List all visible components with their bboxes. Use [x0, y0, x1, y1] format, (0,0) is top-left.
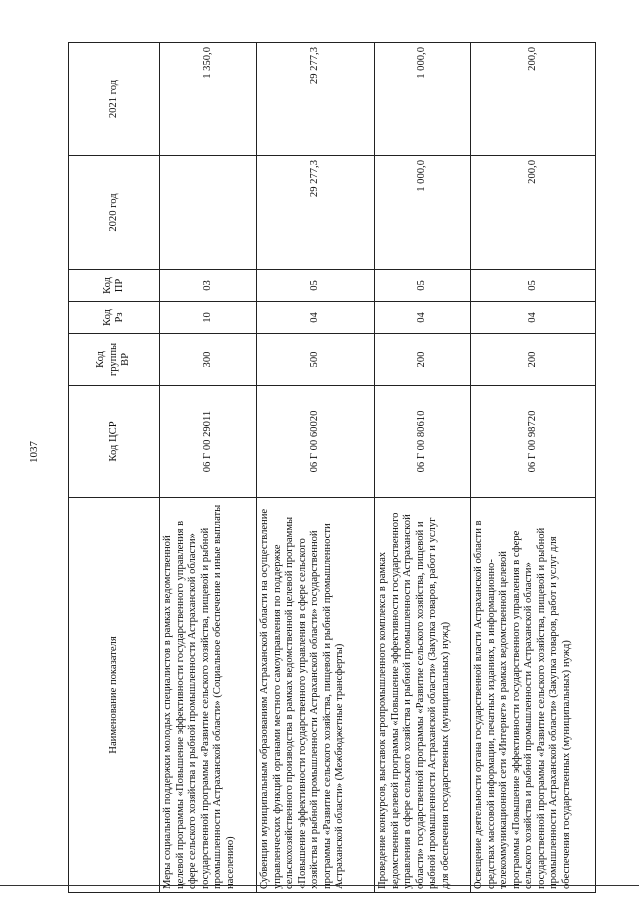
table-row [471, 43, 596, 893]
header-vr: Код группы ВР [69, 334, 160, 386]
row-2021: 1 000,0 [375, 43, 471, 156]
row-2020: 200,0 [471, 156, 596, 270]
row-csr: 06 Г 00 80610 [375, 386, 471, 498]
table-row [257, 43, 375, 893]
header-2020: 2020 год [69, 156, 160, 270]
row-2021: 29 277,3 [257, 43, 375, 156]
header-name: Наименование показателя [69, 498, 160, 893]
table-row [160, 43, 257, 893]
row-2020: 1 000,0 [375, 156, 471, 270]
row-pr: 05 [257, 270, 375, 302]
row-vr: 200 [471, 334, 596, 386]
row-2020 [160, 156, 257, 270]
row-name: Освещение деятельности органа государственной власти Астраханской области в средствах массовой информации, печатных изданиях, в информационно-телекоммуникационной сети «Интернет» в рамках ведомственной целевой программы «Повышение эффективности государственного управления в сфере сельского хозяйства и рыбной промышленности Астраханской области» государственной программы «Развитие сельского хозяйства, пищевой и рыбной промышленности Астраханской области» (Закупка товаров, работ и услуг для обеспечения государственных (муниципальных) нужд) [471, 498, 596, 893]
row-pr: 05 [471, 270, 596, 302]
row-rz: 04 [257, 302, 375, 334]
row-vr: 300 [160, 334, 257, 386]
header-pr: Код ПР [69, 270, 160, 302]
row-rz: 10 [160, 302, 257, 334]
row-2021: 200,0 [471, 43, 596, 156]
row-csr: 06 Г 00 29011 [160, 386, 257, 498]
row-name: Меры социальной поддержки молодых специалистов в рамках ведомственной целевой программы «Повышение эффективности государственного управления в сфере сельского хозяйства и рыбной промышленности Астраханской области» государственной программы «Развитие сельского хозяйства, пищевой и рыбной промышленности Астраханской области» (Социальное обеспечение и иные выплаты населению) [160, 498, 257, 893]
row-pr: 05 [375, 270, 471, 302]
row-csr: 06 Г 00 60020 [257, 386, 375, 498]
row-pr: 03 [160, 270, 257, 302]
row-vr: 200 [375, 334, 471, 386]
table-row [375, 43, 471, 893]
row-name: Субвенции муниципальным образованиям Астраханской области на осуществление управленческих функций органами местного самоуправления по поддержке сельскохозяйственного производства в рамках ведомственной целевой программы «Повышение эффективности государственного управления в сфере сельского хозяйства и рыбной промышленности Астраханской области» государственной программы «Развитие сельского хозяйства, пищевой и рыбной промышленности Астраханской области» (Межбюджетные трансферты) [257, 498, 375, 893]
header-2021: 2021 год [69, 43, 160, 156]
row-rz: 04 [375, 302, 471, 334]
row-vr: 500 [257, 334, 375, 386]
budget-table [68, 42, 596, 893]
row-rz: 04 [471, 302, 596, 334]
header-csr: Код ЦСР [69, 386, 160, 498]
table-header-row [69, 43, 160, 893]
row-2020: 29 277,3 [257, 156, 375, 270]
header-rz: Код Рз [69, 302, 160, 334]
budget-table-rotated [68, 43, 590, 893]
bottom-divider [0, 885, 639, 886]
row-csr: 06 Г 00 98720 [471, 386, 596, 498]
page-number: 1037 [28, 441, 40, 463]
row-name: Проведение конкурсов, выставок агропромышленного комплекса в рамках ведомственной целевой программы «Повышение эффективности государственного управления в сфере сельского хозяйства и рыбной промышленности Астраханской области» государственной программы «Развитие сельского хозяйства, пищевой и рыбной промышленности Астраханской области» (Закупка товаров, работ и услуг для обеспечения государственных (муниципальных) нужд) [375, 498, 471, 893]
row-2021: 1 350,0 [160, 43, 257, 156]
